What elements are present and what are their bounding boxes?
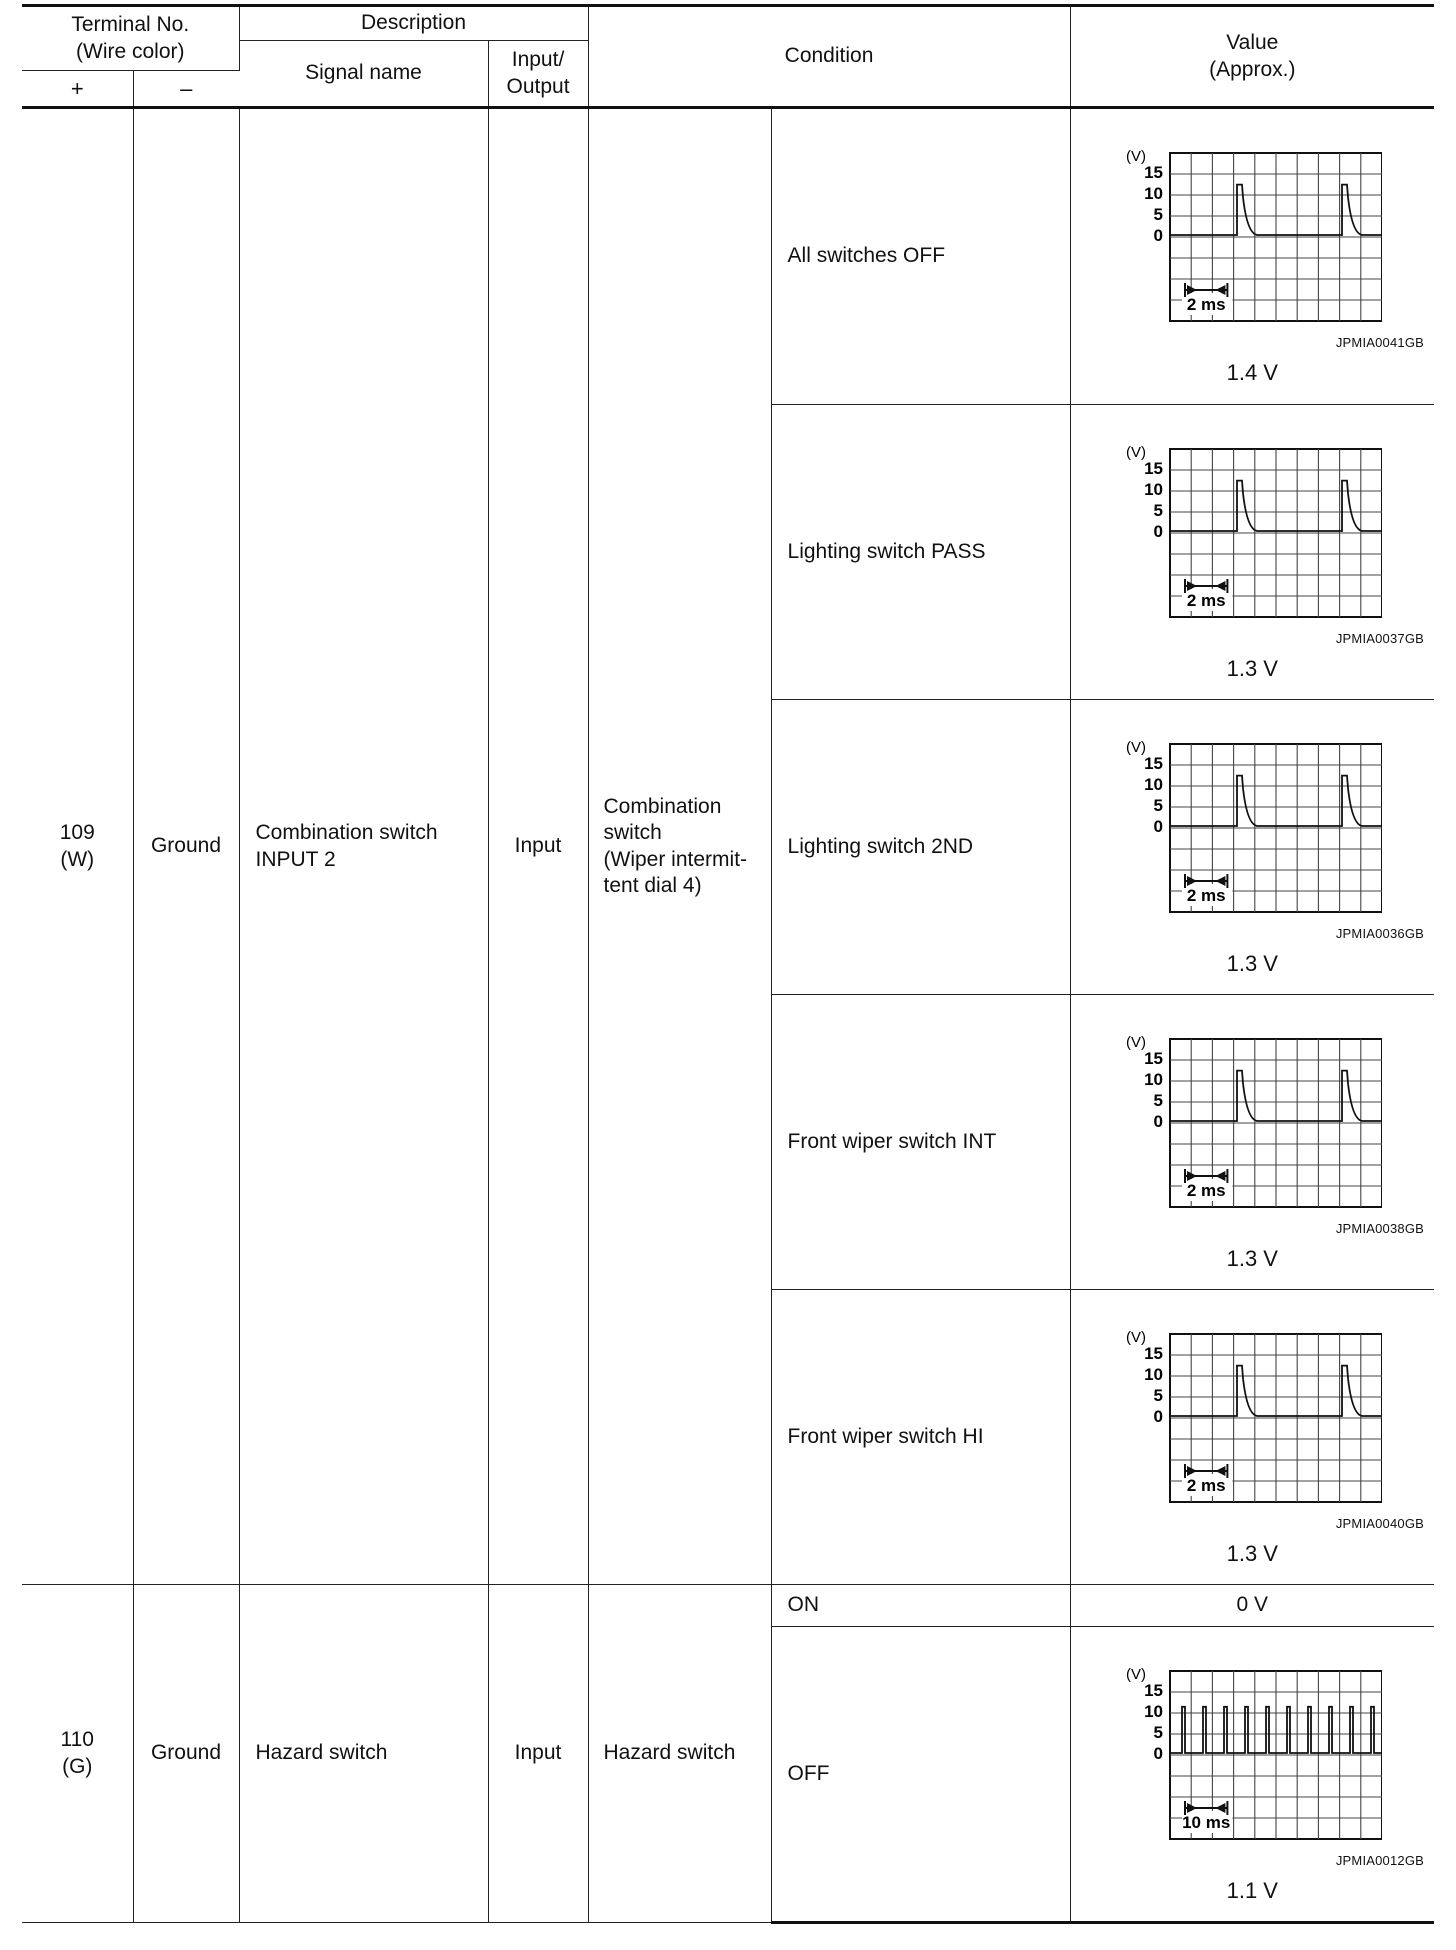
image-code: JPMIA0040GB [1335, 1516, 1425, 1531]
waveform-plot [1122, 1661, 1382, 1841]
time-scale-label: 2 ms [1187, 1181, 1226, 1200]
image-code: JPMIA0036GB [1335, 926, 1425, 941]
y-tick-label: 5 [1153, 796, 1164, 815]
y-tick-label: 5 [1153, 205, 1164, 224]
y-tick-label: 5 [1153, 501, 1164, 520]
terminal-110-io: Input [488, 1585, 588, 1923]
image-code: JPMIA0012GB [1335, 1853, 1425, 1868]
y-tick-label: 10 [1144, 1365, 1164, 1384]
state-hazard-off: OFF [771, 1627, 1070, 1923]
y-unit-label: (V) [1126, 148, 1147, 165]
terminal-number: 109 [59, 821, 95, 845]
y-tick-label: 0 [1153, 1407, 1164, 1426]
value-hazard-off [1070, 1627, 1434, 1923]
condition-line-3: (Wiper intermit- [603, 847, 748, 871]
time-scale-label: 2 ms [1187, 886, 1226, 905]
y-tick-label: 10 [1144, 184, 1164, 203]
value-hazard-on: 0 V [1070, 1585, 1434, 1627]
wire-color: (G) [62, 1754, 93, 1778]
input-output-header [488, 41, 588, 108]
waveform-plot [1122, 439, 1382, 619]
terminal-109-io: Input [488, 108, 588, 1585]
approx-value: 1.1 V [1226, 1878, 1278, 1903]
terminal-110-condition: Hazard switch [588, 1585, 771, 1923]
y-tick-label: 0 [1153, 226, 1164, 245]
y-tick-label: 15 [1144, 1681, 1164, 1700]
terminal-109-plus [22, 108, 133, 1585]
condition-header: Condition [588, 6, 1070, 108]
terminal-110-row [22, 1585, 1434, 1627]
approx-value: 1.4 V [1226, 360, 1278, 385]
condition-line-1: Combination [603, 795, 722, 818]
y-tick-label: 0 [1153, 1744, 1164, 1763]
state-lighting-pass: Lighting switch PASS [771, 405, 1070, 700]
terminal-110-plus [22, 1585, 133, 1923]
y-unit-label: (V) [1126, 739, 1147, 756]
terminal-109-condition [588, 108, 771, 1585]
image-code: JPMIA0041GB [1335, 335, 1425, 350]
state-front-wiper-int: Front wiper switch INT [771, 995, 1070, 1290]
y-tick-label: 15 [1144, 1049, 1164, 1068]
approx-value: 1.3 V [1226, 656, 1278, 681]
wire-color: (W) [60, 847, 95, 871]
signal-line-1: Combination switch [255, 821, 438, 845]
terminal-number: 110 [60, 1728, 94, 1752]
description-header: Description [239, 6, 588, 41]
y-tick-label: 15 [1144, 163, 1164, 182]
terminal-110-signal: Hazard switch [239, 1585, 488, 1923]
approx-value: 1.3 V [1226, 1246, 1278, 1271]
value-header [1070, 6, 1434, 108]
approx-value: 1.3 V [1226, 951, 1278, 976]
y-tick-label: 15 [1144, 459, 1164, 478]
y-tick-label: 0 [1153, 522, 1164, 541]
y-tick-label: 5 [1153, 1091, 1164, 1110]
waveform-plot [1122, 1324, 1382, 1504]
condition-line-2: switch [603, 821, 662, 845]
state-all-switches-off: All switches OFF [771, 108, 1070, 405]
y-tick-label: 10 [1144, 480, 1164, 499]
y-tick-label: 15 [1144, 1344, 1164, 1363]
time-scale-label: 2 ms [1187, 295, 1226, 314]
y-tick-label: 15 [1144, 754, 1164, 773]
condition-line-4: tent dial 4) [603, 873, 702, 897]
value-front-wiper-hi [1070, 1290, 1434, 1585]
approx-value: 1.3 V [1226, 1541, 1278, 1566]
approx-label: (Approx.) [1209, 57, 1296, 81]
plus-header: + [22, 71, 133, 108]
value-all-switches-off [1070, 108, 1434, 405]
output-label: Output [506, 74, 570, 98]
y-unit-label: (V) [1126, 444, 1147, 461]
value-label: Value [1226, 31, 1279, 55]
y-tick-label: 10 [1144, 1070, 1164, 1089]
state-front-wiper-hi: Front wiper switch HI [771, 1290, 1070, 1585]
y-tick-label: 5 [1153, 1723, 1164, 1742]
value-front-wiper-int [1070, 995, 1434, 1290]
waveform-plot [1122, 1029, 1382, 1209]
y-unit-label: (V) [1126, 1034, 1147, 1051]
y-unit-label: (V) [1126, 1329, 1147, 1346]
y-unit-label: (V) [1126, 1666, 1147, 1683]
state-lighting-2nd: Lighting switch 2ND [771, 700, 1070, 995]
image-code: JPMIA0038GB [1335, 1221, 1425, 1236]
signal-name-header: Signal name [239, 41, 488, 108]
terminal-110-minus: Ground [133, 1585, 239, 1923]
terminal-no-label: Terminal No. [71, 13, 190, 37]
waveform-plot [1122, 734, 1382, 914]
y-tick-label: 10 [1144, 1702, 1164, 1721]
wire-color-label: (Wire color) [76, 39, 185, 63]
terminal-109-signal [239, 108, 488, 1585]
value-lighting-pass [1070, 405, 1434, 700]
image-code: JPMIA0037GB [1335, 631, 1425, 646]
state-hazard-on: ON [771, 1585, 1070, 1627]
y-tick-label: 5 [1153, 1386, 1164, 1405]
time-scale-label: 2 ms [1187, 591, 1226, 610]
time-scale-label: 10 ms [1182, 1813, 1231, 1832]
terminal-no-header [22, 6, 239, 71]
y-tick-label: 0 [1153, 1112, 1164, 1131]
signal-line-2: INPUT 2 [255, 847, 336, 871]
value-lighting-2nd [1070, 700, 1434, 995]
time-scale-label: 2 ms [1187, 1476, 1226, 1495]
terminal-109-minus: Ground [133, 108, 239, 1585]
minus-header: – [133, 71, 239, 108]
terminal-spec-table [22, 4, 1434, 1924]
terminal-109-row [22, 108, 1434, 405]
y-tick-label: 0 [1153, 817, 1164, 836]
input-label: Input/ [511, 48, 565, 72]
waveform-plot [1122, 143, 1382, 323]
y-tick-label: 10 [1144, 775, 1164, 794]
